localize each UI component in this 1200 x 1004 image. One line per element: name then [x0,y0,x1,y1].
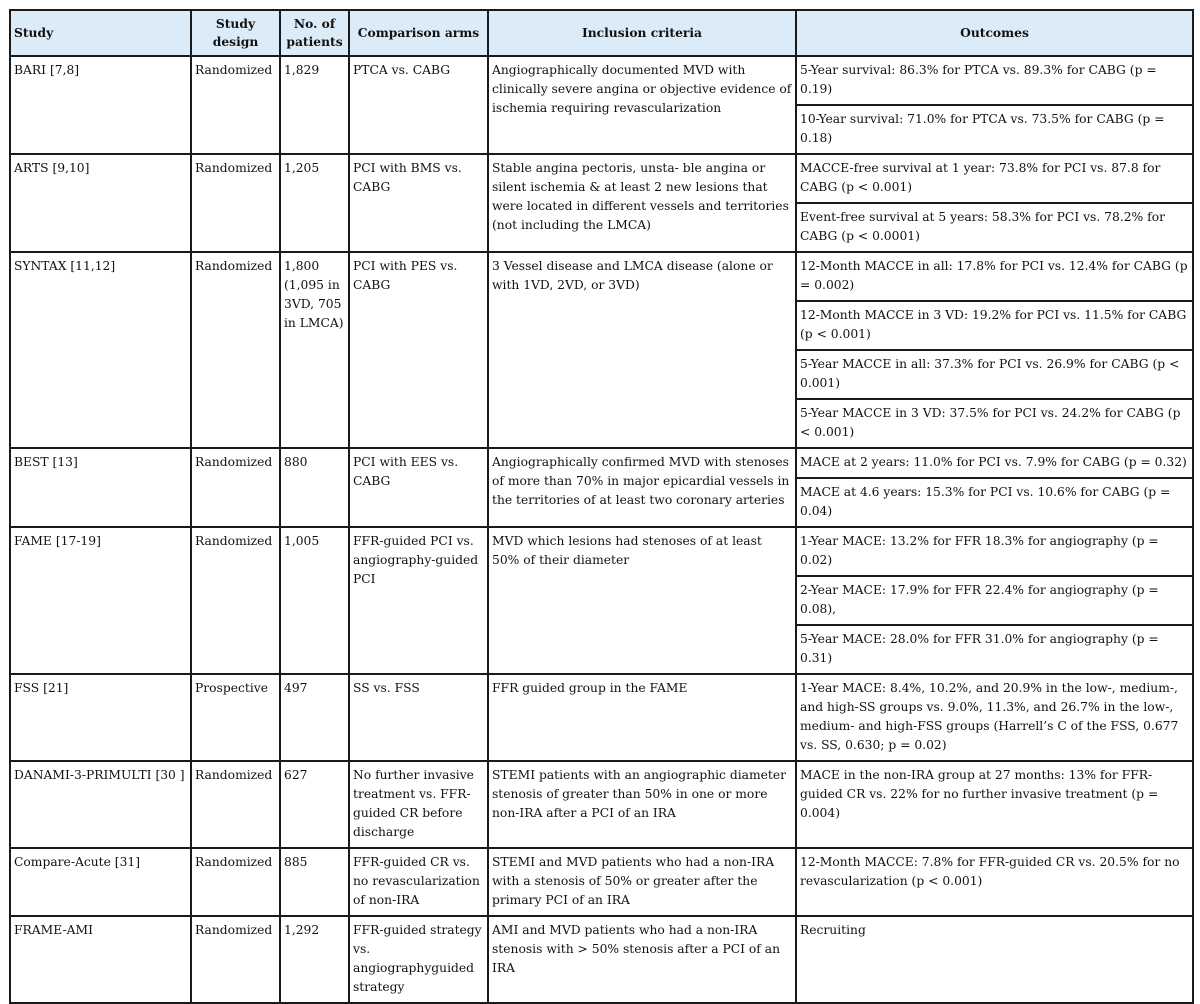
study-cell: FSS [21] [10,674,191,761]
patients-cell: 1,205 [280,154,349,252]
inclusion-criteria-cell: MVD which lesions had stenoses of at least 50% of their diameter [488,527,796,674]
inclusion-criteria-cell: Angiographically confirmed MVD with stenoses of more than 70% in major epicardial vessels in the territories of at least two coronary arteries [488,448,796,527]
table-row [10,527,1193,576]
table-row [10,916,1193,1003]
comparison-arms-cell: PCI with PES vs. CABG [349,252,488,448]
outcome-cell: MACCE-free survival at 1 year: 73.8% for PCI vs. 87.8 for CABG (p < 0.001) [796,154,1193,203]
outcome-cell: Recruiting [796,916,1193,1003]
study-cell: ARTS [9,10] [10,154,191,252]
outcome-cell: 1-Year MACE: 8.4%, 10.2%, and 20.9% in the low-, medium-, and high-SS groups vs. 9.0%, 11.3%, and 26.7% in the low-, medium- and high-FSS groups (Harrell’s C of the FSS, 0.677 vs. SS, 0.630; p = 0.02) [796,674,1193,761]
outcome-cell: 12-Month MACCE in all: 17.8% for PCI vs. 12.4% for CABG (p = 0.002) [796,252,1193,301]
table-row [10,761,1193,848]
design-cell: Randomized [191,56,280,154]
outcome-cell: 10-Year survival: 71.0% for PTCA vs. 73.5% for CABG (p = 0.18) [796,105,1193,154]
design-cell: Randomized [191,848,280,916]
table-row [10,252,1193,301]
outcome-cell: Event-free survival at 5 years: 58.3% for PCI vs. 78.2% for CABG (p < 0.0001) [796,203,1193,252]
outcome-cell: MACE at 4.6 years: 15.3% for PCI vs. 10.6% for CABG (p = 0.04) [796,478,1193,527]
study-cell: DANAMI-3-PRIMULTI [30 ] [10,761,191,848]
table-body [10,56,1193,1003]
design-cell: Randomized [191,761,280,848]
outcome-cell: MACE in the non-IRA group at 27 months: 13% for FFR-guided CR vs. 22% for no further invasive treatment (p = 0.004) [796,761,1193,848]
study-cell: FAME [17-19] [10,527,191,674]
header-study: Study [10,10,191,56]
design-cell: Randomized [191,527,280,674]
table-row [10,56,1193,105]
study-cell: BEST [13] [10,448,191,527]
outcome-cell: 5-Year MACCE in 3 VD: 37.5% for PCI vs. 24.2% for CABG (p < 0.001) [796,399,1193,448]
outcome-cell: 12-Month MACCE in 3 VD: 19.2% for PCI vs. 11.5% for CABG (p < 0.001) [796,301,1193,350]
header-inclusion-criteria: Inclusion criteria [488,10,796,56]
studies-table [9,9,1194,1004]
design-cell: Prospective [191,674,280,761]
patients-cell: 627 [280,761,349,848]
table-row [10,448,1193,478]
patients-cell: 497 [280,674,349,761]
study-cell: Compare-Acute [31] [10,848,191,916]
comparison-arms-cell: PCI with EES vs. CABG [349,448,488,527]
comparison-arms-cell: SS vs. FSS [349,674,488,761]
patients-cell: 885 [280,848,349,916]
comparison-arms-cell: No further invasive treatment vs. FFR-guided CR before discharge [349,761,488,848]
table-row [10,154,1193,203]
header-study-design: Study design [191,10,280,56]
header-row [10,10,1193,56]
outcome-cell: 1-Year MACE: 13.2% for FFR 18.3% for angiography (p = 0.02) [796,527,1193,576]
inclusion-criteria-cell: Stable angina pectoris, unsta- ble angina or silent ischemia & at least 2 new lesions that were located in different vessels and territories (not including the LMCA) [488,154,796,252]
design-cell: Randomized [191,252,280,448]
patients-cell: 1,829 [280,56,349,154]
comparison-arms-cell: PCI with BMS vs. CABG [349,154,488,252]
outcome-cell: 12-Month MACCE: 7.8% for FFR-guided CR vs. 20.5% for no revascularization (p < 0.001) [796,848,1193,916]
table-row [10,848,1193,916]
outcome-cell: MACE at 2 years: 11.0% for PCI vs. 7.9% for CABG (p = 0.32) [796,448,1193,478]
inclusion-criteria-cell: AMI and MVD patients who had a non-IRA stenosis with > 50% stenosis after a PCI of an IRA [488,916,796,1003]
study-cell: FRAME-AMI [10,916,191,1003]
comparison-arms-cell: FFR-guided strategy vs. angiographyguided strategy [349,916,488,1003]
comparison-arms-cell: FFR-guided PCI vs. angiography-guided PCI [349,527,488,674]
design-cell: Randomized [191,154,280,252]
header-patients: No. of patients [280,10,349,56]
header-comparison-arms: Comparison arms [349,10,488,56]
inclusion-criteria-cell: STEMI patients with an angiographic diameter stenosis of greater than 50% in one or more non-IRA after a PCI of an IRA [488,761,796,848]
inclusion-criteria-cell: FFR guided group in the FAME [488,674,796,761]
outcome-cell: 5-Year MACCE in all: 37.3% for PCI vs. 26.9% for CABG (p < 0.001) [796,350,1193,399]
table-row [10,674,1193,761]
inclusion-criteria-cell: 3 Vessel disease and LMCA disease (alone or with 1VD, 2VD, or 3VD) [488,252,796,448]
outcome-cell: 2-Year MACE: 17.9% for FFR 22.4% for angiography (p = 0.08), [796,576,1193,625]
study-cell: BARI [7,8] [10,56,191,154]
header-outcomes: Outcomes [796,10,1193,56]
comparison-arms-cell: FFR-guided CR vs. no revascularization of non-IRA [349,848,488,916]
patients-cell: 880 [280,448,349,527]
patients-cell: 1,800 (1,095 in 3VD, 705 in LMCA) [280,252,349,448]
outcome-cell: 5-Year survival: 86.3% for PTCA vs. 89.3% for CABG (p = 0.19) [796,56,1193,105]
design-cell: Randomized [191,916,280,1003]
inclusion-criteria-cell: STEMI and MVD patients who had a non-IRA with a stenosis of 50% or greater after the primary PCI of an IRA [488,848,796,916]
inclusion-criteria-cell: Angiographically documented MVD with clinically severe angina or objective evidence of ischemia requiring revascularization [488,56,796,154]
patients-cell: 1,292 [280,916,349,1003]
design-cell: Randomized [191,448,280,527]
study-cell: SYNTAX [11,12] [10,252,191,448]
outcome-cell: 5-Year MACE: 28.0% for FFR 31.0% for angiography (p = 0.31) [796,625,1193,674]
patients-cell: 1,005 [280,527,349,674]
comparison-arms-cell: PTCA vs. CABG [349,56,488,154]
